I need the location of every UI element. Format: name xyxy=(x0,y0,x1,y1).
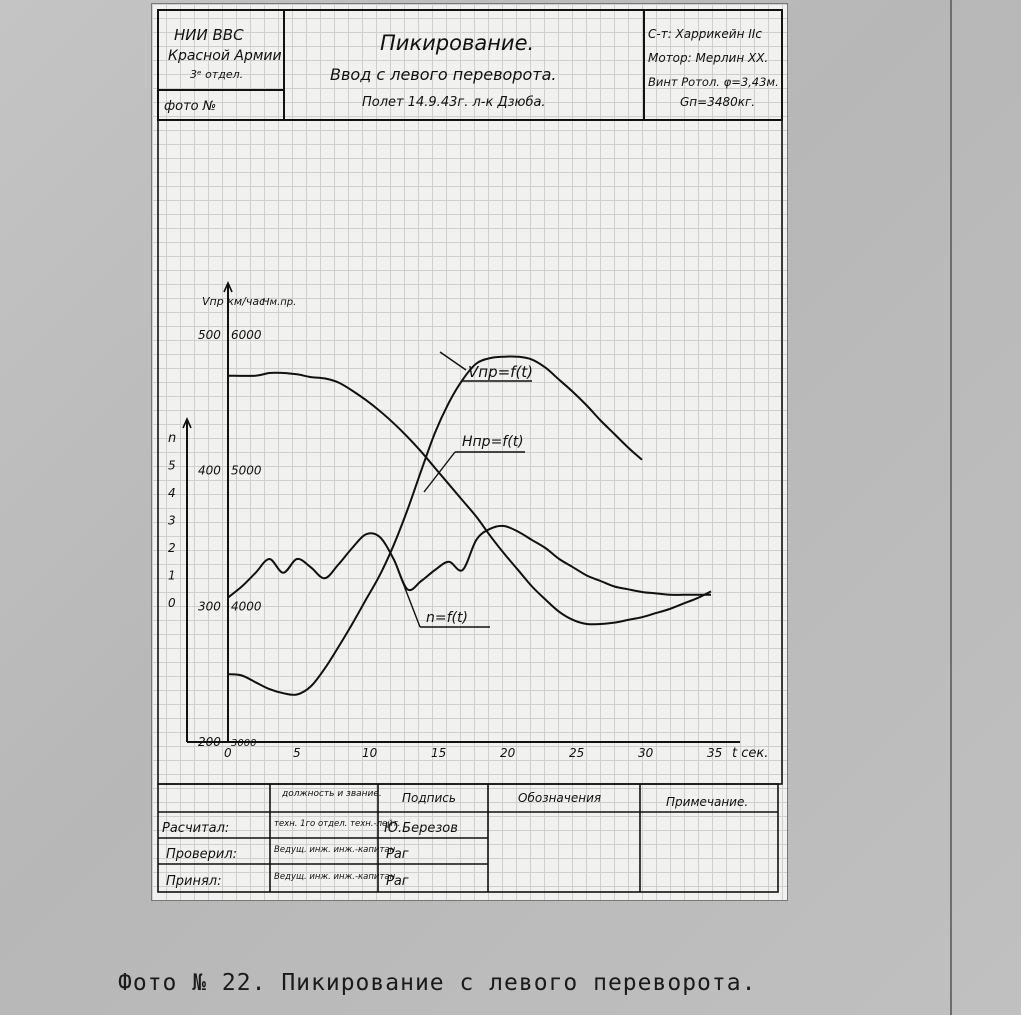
row-signature: Раг xyxy=(386,847,409,862)
h-tick-label: 5000 xyxy=(231,463,262,478)
row-rank: Ведущ. инж. инж.-капитан. xyxy=(274,845,398,855)
v-tick-label: 500 xyxy=(198,328,221,342)
n-tick-label: 4 xyxy=(168,486,176,500)
v-tick-label: 400 xyxy=(198,463,221,478)
v-tick-label: 300 xyxy=(198,599,221,614)
x-tick-label: 20 xyxy=(500,746,516,760)
annotation-leaders xyxy=(398,352,532,627)
row-rank: Ведущ. инж. инж.-капитан. xyxy=(274,872,398,882)
axis-label-n: n xyxy=(168,431,177,446)
tick-labels xyxy=(168,328,722,760)
n-curve xyxy=(228,526,711,598)
n-tick-label: 1 xyxy=(168,568,176,583)
x-tick-label: 0 xyxy=(224,746,232,760)
series-label-h: Hпр=f(t) xyxy=(462,434,524,450)
row-signature: Ю.Березов xyxy=(384,821,458,836)
col-notation: Обозначения xyxy=(518,791,602,805)
series-label-v: Vпр=f(t) xyxy=(468,363,534,381)
axes xyxy=(187,285,740,742)
x-tick-label: 25 xyxy=(569,746,585,760)
x-tick-label: 10 xyxy=(362,746,378,760)
page-subtitle: Ввод с левого переворота. xyxy=(330,65,557,84)
row-role: Принял: xyxy=(166,874,222,889)
x-tick-label: 30 xyxy=(638,746,654,760)
n-tick-label: 0 xyxy=(168,596,176,610)
axis-label-h: Hм.пр. xyxy=(262,297,297,308)
aircraft-label: С-т: Харрикейн IIc xyxy=(648,27,762,41)
row-rank: техн. 1го отдел. техн.-лейт. xyxy=(274,819,401,829)
x-tick-label: 15 xyxy=(431,746,447,760)
title-block-frame xyxy=(158,10,782,784)
h-tick-label: 3000 xyxy=(231,738,257,749)
x-tick-label: 5 xyxy=(293,746,301,760)
row-role: Проверил: xyxy=(166,847,238,862)
page-title: Пикирование. xyxy=(380,31,535,55)
n-tick-label: 2 xyxy=(168,541,176,555)
v-curve xyxy=(228,356,642,694)
col-position: должность и звание. xyxy=(282,789,382,799)
series-label-n: n=f(t) xyxy=(426,610,468,626)
n-tick-label: 5 xyxy=(168,458,176,473)
n-tick-label: 3 xyxy=(168,513,176,528)
x-tick-label: 35 xyxy=(707,746,723,760)
weight-label: Gп=3480кг. xyxy=(680,95,756,109)
propeller-label: Винт Ротол. φ=3,43м. xyxy=(648,75,779,89)
h-tick-label: 4000 xyxy=(231,599,262,614)
series-curves xyxy=(228,356,711,694)
photo-label: фото № xyxy=(164,99,217,114)
h-tick-label: 6000 xyxy=(231,328,262,342)
row-signature: Раг xyxy=(386,874,409,889)
org-line2: Красной Армии xyxy=(168,48,282,64)
org-line1: НИИ ВВС xyxy=(174,26,244,44)
col-note: Примечание. xyxy=(666,795,749,809)
org-line3: 3ᵉ отдел. xyxy=(190,68,244,81)
motor-label: Мотор: Мерлин XX. xyxy=(648,51,769,65)
h-curve xyxy=(228,373,711,625)
v-tick-label: 200 xyxy=(198,735,221,749)
row-role: Расчитал: xyxy=(162,821,230,836)
col-signature: Подпись xyxy=(402,791,456,805)
axis-label-v: Vпр км/час xyxy=(202,295,266,308)
flight-info: Полет 14.9.43г. л-к Дзюба. xyxy=(362,95,546,110)
photo-caption: Фото № 22. Пикирование с левого переворота. xyxy=(118,970,757,996)
axis-label-t: t сек. xyxy=(732,746,769,761)
